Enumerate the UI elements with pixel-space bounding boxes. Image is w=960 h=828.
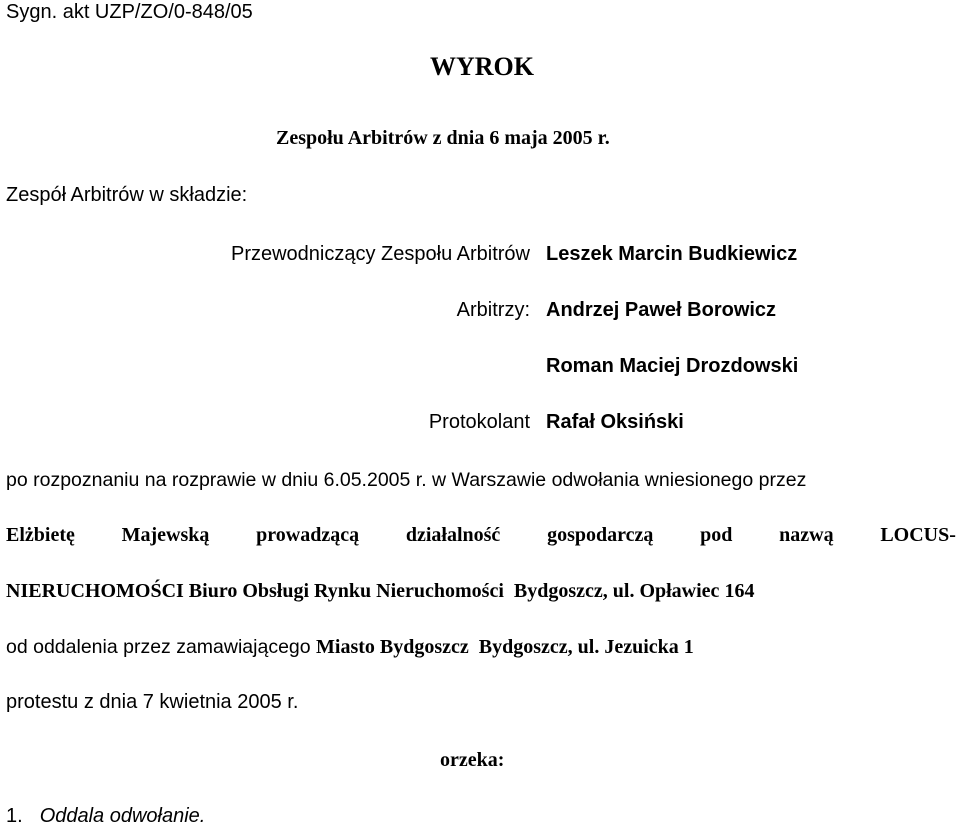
document-subtitle: Zespołu Arbitrów z dnia 6 maja 2005 r. — [276, 127, 610, 149]
arbiters-label: Arbitrzy: — [456, 299, 530, 321]
ruling-item-text: Oddala odwołanie. — [39, 805, 206, 827]
body-word: prowadzącą — [256, 524, 360, 546]
body-word: działalność — [405, 524, 501, 546]
body-word: Elżbietę — [6, 524, 75, 546]
body-word: nazwą — [779, 524, 834, 546]
body-word: Majewską — [121, 524, 210, 546]
body-word: LOCUS- — [880, 524, 956, 546]
body-line-3: NIERUCHOMOŚCI Biuro Obsługi Rynku Nieruchomości Bydgoszcz, ul. Opławiec 164 — [6, 580, 755, 602]
body-line-5: protestu z dnia 7 kwietnia 2005 r. — [6, 691, 299, 713]
arbiter-name-1: Andrzej Paweł Borowicz — [546, 299, 777, 321]
ruling-item-number: 1. — [6, 805, 23, 827]
body-line-4-text: od oddalenia przez zamawiającego — [6, 636, 317, 658]
clerk-label: Protokolant — [428, 411, 530, 433]
body-word: pod — [700, 524, 733, 546]
clerk-name: Rafał Oksiński — [546, 411, 684, 433]
respondent-name: Miasto Bydgoszcz Bydgoszcz, ul. Jezuicka 1 — [316, 636, 694, 658]
ruling-label: orzeka: — [440, 749, 505, 771]
case-signature: Sygn. akt UZP/ZO/0-848/05 — [6, 1, 253, 23]
body-line-4 — [6, 635, 694, 659]
body-word: gospodarczą — [547, 524, 654, 546]
body-line-2 — [6, 523, 956, 547]
document-title: WYROK — [430, 52, 534, 81]
panel-label: Zespół Arbitrów w składzie: — [6, 184, 248, 206]
ruling-item — [6, 804, 205, 828]
chair-name: Leszek Marcin Budkiewicz — [546, 243, 798, 265]
body-line-1: po rozpoznaniu na rozprawie w dniu 6.05.2005 r. w Warszawie odwołania wniesionego przez — [6, 469, 807, 491]
arbiter-name-2: Roman Maciej Drozdowski — [546, 355, 799, 377]
chair-label: Przewodniczący Zespołu Arbitrów — [230, 243, 530, 265]
